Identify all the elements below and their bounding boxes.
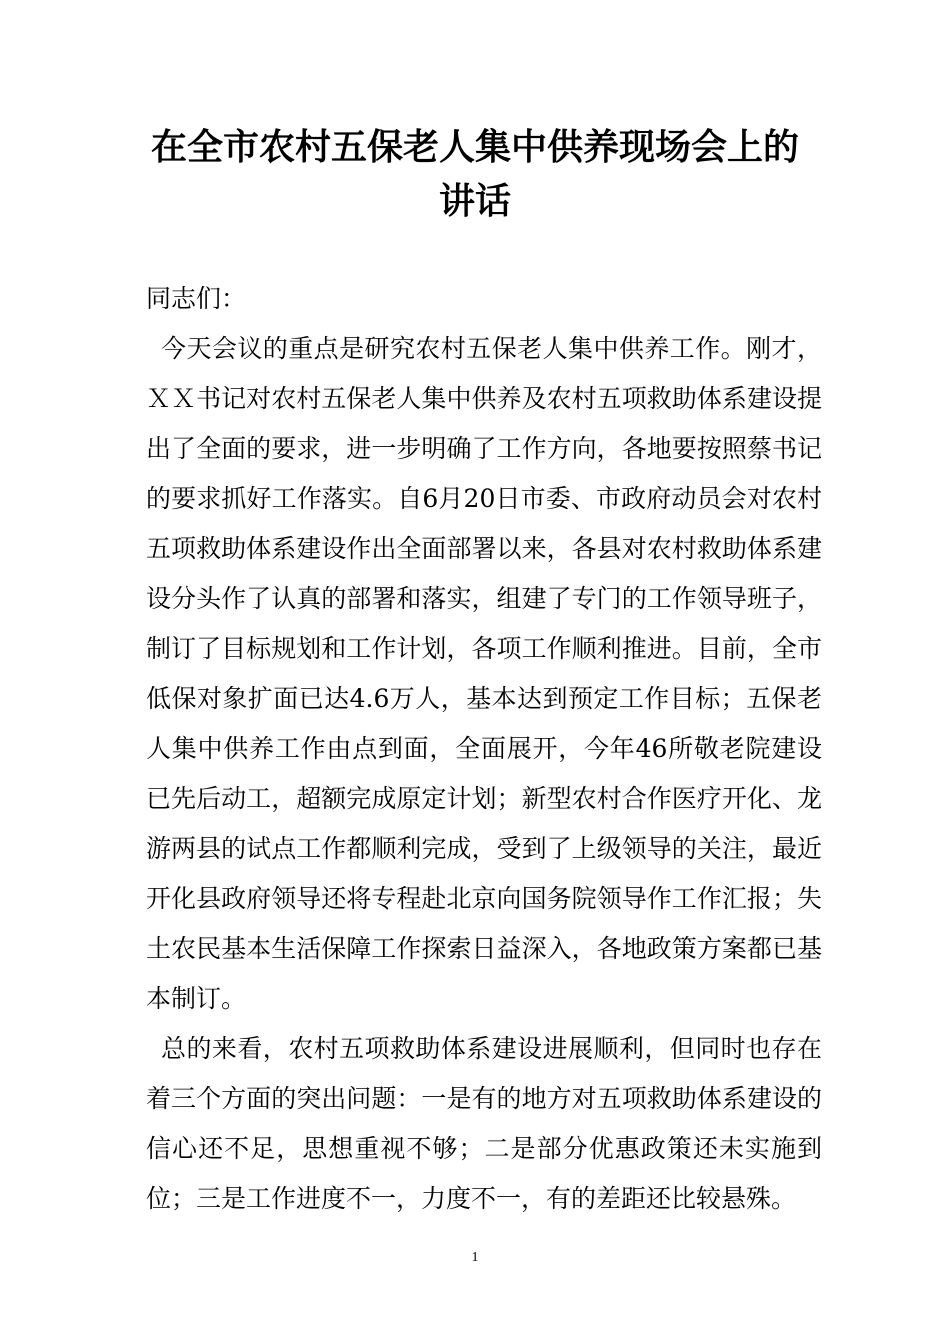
paragraph-2: 总的来看，农村五项救助体系建设进展顺利，但同时也存在着三个方面的突出问题：一是有的地方对五项救助体系建设的信心还不足，思想重视不够；二是部分优惠政策还未实施到位；三是工作进度不一，力度不一，有的差距还比较悬殊。	[146, 1034, 822, 1213]
salutation: 同志们：	[146, 284, 247, 313]
document-title	[120, 120, 830, 228]
document-body	[146, 274, 822, 1224]
page-number: 1	[471, 1250, 479, 1265]
paragraph-1: 今天会议的重点是研究农村五保老人集中供养工作。刚才，ＸＸ书记对农村五保老人集中供养及农村五项救助体系建设提出了全面的要求，进一步明确了工作方向，各地要按照蔡书记的要求抓好工作落实。自6月20日市委、市政府动员会对农村五项救助体系建设作出全面部署以来，各县对农村救助体系建设分头作了认真的部署和落实，组建了专门的工作领导班子，制订了目标规划和工作计划，各项工作顺利推进。目前，全市低保对象扩面已达4.6万人，基本达到预定工作目标；五保老人集中供养工作由点到面，全面展开，今年46所敬老院建设已先后动工，超额完成原定计划；新型农村合作医疗开化、龙游两县的试点工作都顺利完成，受到了上级领导的关注，最近开化县政府领导还将专程赴北京向国务院领导作工作汇报；失土农民基本生活保障工作探索日益深入，各地政策方案都已基本制订。	[146, 334, 822, 1013]
title-line-1: 在全市农村五保老人集中供养现场会上的	[150, 126, 799, 168]
title-line-2: 讲话	[438, 180, 511, 222]
